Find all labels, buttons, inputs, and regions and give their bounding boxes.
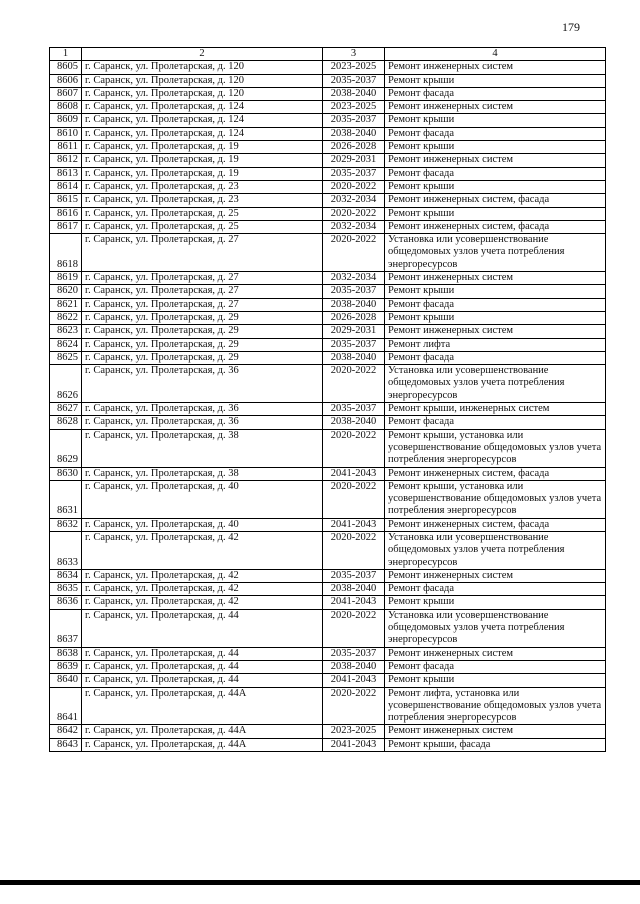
row-number: 8637 [50,609,82,647]
address-cell: г. Саранск, ул. Пролетарская, д. 36 [82,416,323,429]
period-cell: 2041-2043 [323,674,385,687]
table-row [50,61,606,74]
row-number: 8610 [50,127,82,140]
address-cell: г. Саранск, ул. Пролетарская, д. 124 [82,127,323,140]
table-row [50,101,606,114]
row-number: 8616 [50,207,82,220]
address-cell: г. Саранск, ул. Пролетарская, д. 25 [82,220,323,233]
table-row [50,220,606,233]
address-cell: г. Саранск, ул. Пролетарская, д. 120 [82,74,323,87]
table-row [50,738,606,751]
work-type-cell: Ремонт крыши [385,596,606,609]
work-type-cell: Ремонт фасада [385,416,606,429]
work-type-cell: Ремонт крыши [385,674,606,687]
row-number: 8641 [50,687,82,725]
work-type-cell: Ремонт фасада [385,127,606,140]
row-number: 8612 [50,154,82,167]
period-cell: 2026-2028 [323,311,385,324]
work-type-cell: Ремонт инженерных систем [385,325,606,338]
address-cell: г. Саранск, ул. Пролетарская, д. 38 [82,429,323,467]
work-type-cell: Ремонт крыши, установка или усовершенствование общедомовых узлов учета потребления энергоресурсов [385,429,606,467]
row-number: 8624 [50,338,82,351]
work-type-cell: Ремонт крыши [385,114,606,127]
row-number: 8626 [50,365,82,403]
row-number: 8627 [50,403,82,416]
work-type-cell: Ремонт фасада [385,87,606,100]
period-cell: 2038-2040 [323,298,385,311]
table-row [50,154,606,167]
address-cell: г. Саранск, ул. Пролетарская, д. 120 [82,87,323,100]
period-cell: 2035-2037 [323,74,385,87]
row-number: 8622 [50,311,82,324]
column-number-4: 4 [385,48,606,61]
row-number: 8632 [50,518,82,531]
table-row [50,207,606,220]
work-type-cell: Ремонт фасада [385,660,606,673]
table-row [50,87,606,100]
work-type-cell: Ремонт инженерных систем, фасада [385,194,606,207]
period-cell: 2035-2037 [323,114,385,127]
table-body [50,61,606,752]
row-number: 8614 [50,180,82,193]
row-number: 8639 [50,660,82,673]
table-row [50,127,606,140]
period-cell: 2032-2034 [323,220,385,233]
row-number: 8623 [50,325,82,338]
table-row [50,167,606,180]
row-number: 8608 [50,101,82,114]
address-cell: г. Саранск, ул. Пролетарская, д. 124 [82,101,323,114]
period-cell: 2020-2022 [323,480,385,518]
work-type-cell: Ремонт инженерных систем [385,647,606,660]
table-row [50,725,606,738]
table-row [50,141,606,154]
period-cell: 2038-2040 [323,351,385,364]
address-cell: г. Саранск, ул. Пролетарская, д. 40 [82,518,323,531]
period-cell: 2038-2040 [323,416,385,429]
work-type-cell: Ремонт крыши [385,207,606,220]
address-cell: г. Саранск, ул. Пролетарская, д. 36 [82,403,323,416]
row-number: 8635 [50,583,82,596]
work-type-cell: Ремонт инженерных систем [385,154,606,167]
work-type-cell: Ремонт инженерных систем, фасада [385,220,606,233]
table-row [50,416,606,429]
row-number: 8636 [50,596,82,609]
work-type-cell: Ремонт инженерных систем [385,61,606,74]
period-cell: 2020-2022 [323,207,385,220]
address-cell: г. Саранск, ул. Пролетарская, д. 44А [82,687,323,725]
period-cell: 2032-2034 [323,272,385,285]
row-number: 8618 [50,234,82,272]
address-cell: г. Саранск, ул. Пролетарская, д. 42 [82,531,323,569]
period-cell: 2020-2022 [323,687,385,725]
work-type-cell: Установка или усовершенствование общедомовых узлов учета потребления энергоресурсов [385,365,606,403]
work-type-cell: Ремонт фасада [385,351,606,364]
address-cell: г. Саранск, ул. Пролетарская, д. 36 [82,365,323,403]
table-row [50,272,606,285]
work-type-cell: Ремонт крыши [385,141,606,154]
address-cell: г. Саранск, ул. Пролетарская, д. 29 [82,338,323,351]
address-cell: г. Саранск, ул. Пролетарская, д. 29 [82,311,323,324]
repair-schedule-table [49,47,606,752]
table-row [50,234,606,272]
period-cell: 2020-2022 [323,180,385,193]
work-type-cell: Ремонт крыши, установка или усовершенствование общедомовых узлов учета потребления энергоресурсов [385,480,606,518]
table-row [50,351,606,364]
scan-bottom-edge [0,880,640,885]
row-number: 8628 [50,416,82,429]
column-number-row [50,48,606,61]
address-cell: г. Саранск, ул. Пролетарская, д. 44 [82,609,323,647]
work-type-cell: Установка или усовершенствование общедомовых узлов учета потребления энергоресурсов [385,609,606,647]
address-cell: г. Саранск, ул. Пролетарская, д. 19 [82,141,323,154]
row-number: 8640 [50,674,82,687]
table-row [50,180,606,193]
table-row [50,480,606,518]
row-number: 8606 [50,74,82,87]
work-type-cell: Ремонт фасада [385,583,606,596]
column-number-3: 3 [323,48,385,61]
column-number-1: 1 [50,48,82,61]
period-cell: 2038-2040 [323,583,385,596]
address-cell: г. Саранск, ул. Пролетарская, д. 42 [82,583,323,596]
column-number-2: 2 [82,48,323,61]
row-number: 8621 [50,298,82,311]
address-cell: г. Саранск, ул. Пролетарская, д. 23 [82,180,323,193]
row-number: 8617 [50,220,82,233]
address-cell: г. Саранск, ул. Пролетарская, д. 27 [82,272,323,285]
work-type-cell: Ремонт инженерных систем [385,569,606,582]
work-type-cell: Установка или усовершенствование общедомовых узлов учета потребления энергоресурсов [385,531,606,569]
table-row [50,311,606,324]
work-type-cell: Ремонт инженерных систем [385,725,606,738]
period-cell: 2041-2043 [323,467,385,480]
row-number: 8625 [50,351,82,364]
row-number: 8605 [50,61,82,74]
address-cell: г. Саранск, ул. Пролетарская, д. 44 [82,660,323,673]
work-type-cell: Ремонт инженерных систем, фасада [385,518,606,531]
address-cell: г. Саранск, ул. Пролетарская, д. 38 [82,467,323,480]
work-type-cell: Ремонт крыши, инженерных систем [385,403,606,416]
row-number: 8631 [50,480,82,518]
table-row [50,647,606,660]
period-cell: 2020-2022 [323,609,385,647]
table-row [50,609,606,647]
period-cell: 2035-2037 [323,338,385,351]
period-cell: 2041-2043 [323,518,385,531]
table-row [50,596,606,609]
table-row [50,569,606,582]
table-row [50,518,606,531]
row-number: 8643 [50,738,82,751]
table-row [50,194,606,207]
address-cell: г. Саранск, ул. Пролетарская, д. 29 [82,351,323,364]
row-number: 8611 [50,141,82,154]
row-number: 8609 [50,114,82,127]
period-cell: 2020-2022 [323,365,385,403]
address-cell: г. Саранск, ул. Пролетарская, д. 42 [82,569,323,582]
address-cell: г. Саранск, ул. Пролетарская, д. 44А [82,738,323,751]
work-type-cell: Ремонт крыши [385,180,606,193]
work-type-cell: Ремонт лифта, установка или усовершенствование общедомовых узлов учета потребления энергоресурсов [385,687,606,725]
address-cell: г. Саранск, ул. Пролетарская, д. 19 [82,154,323,167]
row-number: 8633 [50,531,82,569]
period-cell: 2032-2034 [323,194,385,207]
period-cell: 2035-2037 [323,647,385,660]
address-cell: г. Саранск, ул. Пролетарская, д. 25 [82,207,323,220]
period-cell: 2035-2037 [323,403,385,416]
row-number: 8634 [50,569,82,582]
period-cell: 2020-2022 [323,234,385,272]
address-cell: г. Саранск, ул. Пролетарская, д. 44 [82,674,323,687]
row-number: 8620 [50,285,82,298]
period-cell: 2020-2022 [323,531,385,569]
address-cell: г. Саранск, ул. Пролетарская, д. 124 [82,114,323,127]
period-cell: 2023-2025 [323,61,385,74]
work-type-cell: Ремонт лифта [385,338,606,351]
period-cell: 2038-2040 [323,87,385,100]
address-cell: г. Саранск, ул. Пролетарская, д. 42 [82,596,323,609]
row-number: 8613 [50,167,82,180]
work-type-cell: Ремонт инженерных систем [385,101,606,114]
period-cell: 2023-2025 [323,725,385,738]
address-cell: г. Саранск, ул. Пролетарская, д. 29 [82,325,323,338]
period-cell: 2035-2037 [323,167,385,180]
row-number: 8629 [50,429,82,467]
table-row [50,583,606,596]
row-number: 8642 [50,725,82,738]
period-cell: 2038-2040 [323,660,385,673]
table-row [50,687,606,725]
work-type-cell: Ремонт фасада [385,167,606,180]
table-row [50,660,606,673]
address-cell: г. Саранск, ул. Пролетарская, д. 27 [82,234,323,272]
address-cell: г. Саранск, ул. Пролетарская, д. 120 [82,61,323,74]
address-cell: г. Саранск, ул. Пролетарская, д. 40 [82,480,323,518]
period-cell: 2020-2022 [323,429,385,467]
table-row [50,403,606,416]
period-cell: 2035-2037 [323,285,385,298]
period-cell: 2026-2028 [323,141,385,154]
table-row [50,674,606,687]
table-row [50,365,606,403]
address-cell: г. Саранск, ул. Пролетарская, д. 27 [82,285,323,298]
address-cell: г. Саранск, ул. Пролетарская, д. 44 [82,647,323,660]
table-row [50,338,606,351]
address-cell: г. Саранск, ул. Пролетарская, д. 19 [82,167,323,180]
period-cell: 2035-2037 [323,569,385,582]
work-type-cell: Ремонт инженерных систем [385,272,606,285]
work-type-cell: Ремонт крыши [385,285,606,298]
period-cell: 2038-2040 [323,127,385,140]
table-row [50,298,606,311]
row-number: 8607 [50,87,82,100]
page-number: 179 [562,20,580,34]
work-type-cell: Ремонт фасада [385,298,606,311]
row-number: 8638 [50,647,82,660]
address-cell: г. Саранск, ул. Пролетарская, д. 44А [82,725,323,738]
row-number: 8630 [50,467,82,480]
work-type-cell: Ремонт крыши, фасада [385,738,606,751]
work-type-cell: Ремонт инженерных систем, фасада [385,467,606,480]
table-row [50,285,606,298]
period-cell: 2029-2031 [323,154,385,167]
table-row [50,467,606,480]
period-cell: 2041-2043 [323,596,385,609]
table-row [50,531,606,569]
table-row [50,114,606,127]
table-row [50,325,606,338]
row-number: 8615 [50,194,82,207]
row-number: 8619 [50,272,82,285]
period-cell: 2041-2043 [323,738,385,751]
work-type-cell: Ремонт крыши [385,74,606,87]
work-type-cell: Установка или усовершенствование общедомовых узлов учета потребления энергоресурсов [385,234,606,272]
address-cell: г. Саранск, ул. Пролетарская, д. 27 [82,298,323,311]
table-row [50,429,606,467]
table-row [50,74,606,87]
period-cell: 2023-2025 [323,101,385,114]
period-cell: 2029-2031 [323,325,385,338]
work-type-cell: Ремонт крыши [385,311,606,324]
address-cell: г. Саранск, ул. Пролетарская, д. 23 [82,194,323,207]
